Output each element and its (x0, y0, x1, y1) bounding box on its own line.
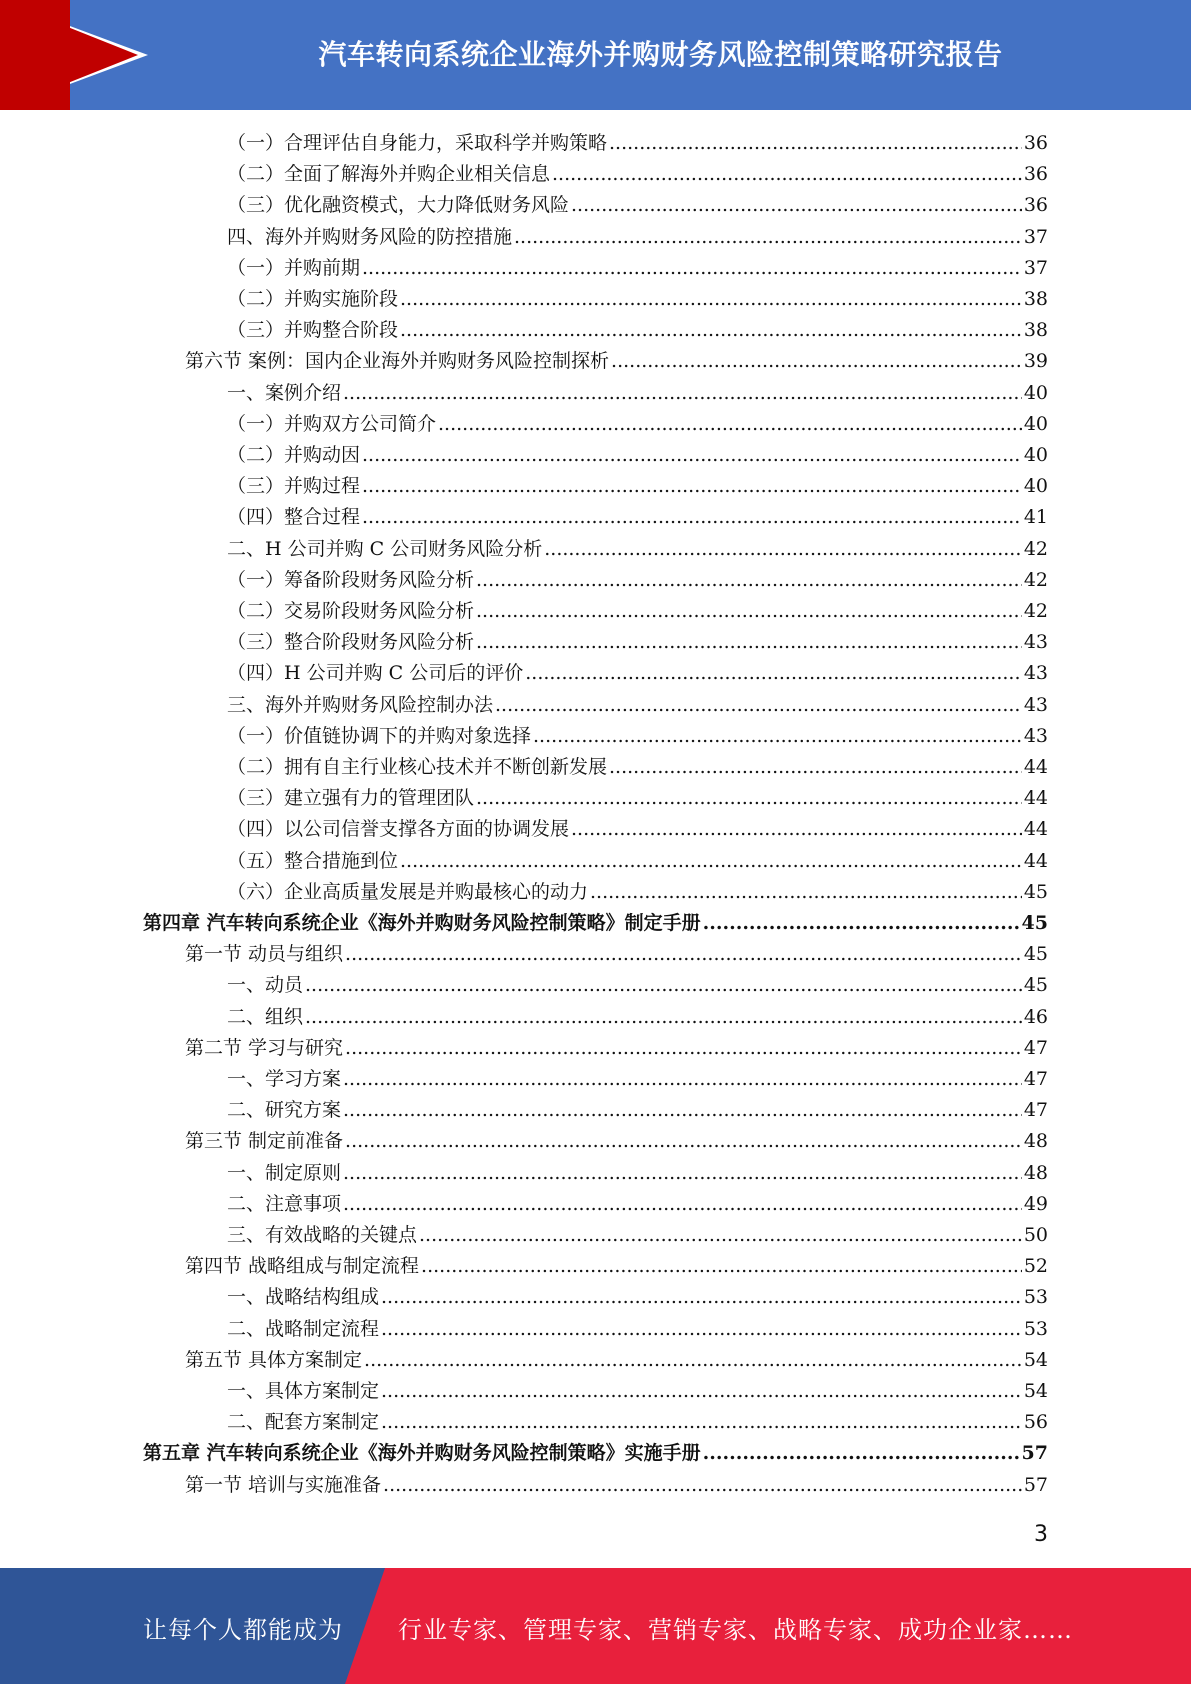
toc-entry-page: 40 (1023, 413, 1048, 435)
toc-entry[interactable] (227, 1158, 1048, 1189)
toc-entry-title: 一、案例介绍 (227, 382, 342, 404)
toc-entry-title: （一）筹备阶段财务风险分析 (227, 569, 475, 591)
toc-entry-page: 44 (1023, 818, 1048, 840)
toc-entry[interactable] (185, 939, 1048, 970)
toc-entry-title: 一、具体方案制定 (227, 1380, 380, 1402)
toc-entry-title: 一、战略结构组成 (227, 1286, 380, 1308)
toc-entry-page: 53 (1023, 1318, 1048, 1340)
toc-dot-leader (305, 970, 1022, 1001)
toc-entry[interactable] (227, 1407, 1048, 1438)
toc-entry-page: 50 (1023, 1224, 1048, 1246)
toc-entry-page: 40 (1023, 444, 1048, 466)
toc-entry-page: 36 (1023, 132, 1048, 154)
toc-entry-page: 48 (1023, 1130, 1048, 1152)
toc-entry[interactable] (185, 1470, 1048, 1501)
toc-entry-page: 44 (1023, 756, 1048, 778)
toc-entry-title: 一、动员 (227, 974, 304, 996)
toc-dot-leader (703, 908, 1020, 939)
toc-entry[interactable] (227, 565, 1048, 596)
toc-entry-page: 44 (1023, 787, 1048, 809)
toc-entry-title: （二）并购实施阶段 (227, 288, 399, 310)
toc-entry-title: 三、有效战略的关键点 (227, 1224, 418, 1246)
toc-entry[interactable] (227, 1314, 1048, 1345)
toc-entry[interactable] (227, 690, 1048, 721)
toc-entry[interactable] (227, 471, 1048, 502)
toc-dot-leader (400, 284, 1022, 315)
toc-dot-leader (525, 658, 1022, 689)
toc-entry[interactable] (227, 190, 1048, 221)
toc-entry-title: 第一节 培训与实施准备 (185, 1474, 382, 1496)
toc-entry[interactable] (227, 1220, 1048, 1251)
toc-entry-page: 37 (1023, 226, 1048, 248)
toc-entry[interactable] (227, 783, 1048, 814)
toc-dot-leader (364, 1345, 1022, 1376)
toc-dot-leader (400, 315, 1022, 346)
toc-dot-leader (383, 1470, 1022, 1501)
toc-dot-leader (438, 409, 1022, 440)
page-number: 3 (1034, 1522, 1048, 1547)
toc-entry-title: 第一节 动员与组织 (185, 943, 344, 965)
toc-dot-leader (533, 721, 1022, 752)
toc-entry-title: 第四章 汽车转向系统企业《海外并购财务风险控制策略》制定手册 (143, 912, 701, 934)
footer-slogan-left: 让每个人都能成为 (143, 1616, 343, 1644)
toc-entry-title: （三）并购整合阶段 (227, 319, 399, 341)
toc-entry[interactable] (227, 128, 1048, 159)
toc-entry-title: （六）企业高质量发展是并购最核心的动力 (227, 881, 589, 903)
toc-dot-leader (343, 1158, 1022, 1189)
toc-entry[interactable] (227, 222, 1048, 253)
toc-entry-page: 47 (1023, 1099, 1048, 1121)
toc-dot-leader (362, 471, 1022, 502)
toc-entry-title: 第二节 学习与研究 (185, 1037, 344, 1059)
toc-entry[interactable] (227, 752, 1048, 783)
toc-entry-page: 43 (1023, 725, 1048, 747)
toc-entry-title: 一、制定原则 (227, 1162, 342, 1184)
toc-entry[interactable] (227, 877, 1048, 908)
toc-entry[interactable] (227, 596, 1048, 627)
toc-entry-title: （三）并购过程 (227, 475, 361, 497)
toc-entry[interactable] (185, 1345, 1048, 1376)
toc-entry-page: 56 (1023, 1411, 1048, 1433)
toc-dot-leader (362, 253, 1022, 284)
toc-entry-title: （二）全面了解海外并购企业相关信息 (227, 163, 551, 185)
toc-entry-page: 45 (1023, 943, 1048, 965)
toc-entry[interactable] (227, 1189, 1048, 1220)
toc-entry-title: 一、学习方案 (227, 1068, 342, 1090)
toc-entry-title: 二、研究方案 (227, 1099, 342, 1121)
toc-entry[interactable] (227, 502, 1048, 533)
toc-dot-leader (421, 1251, 1022, 1282)
toc-entry-page: 44 (1023, 850, 1048, 872)
toc-entry-title: （二）并购动因 (227, 444, 361, 466)
toc-dot-leader (476, 783, 1022, 814)
toc-entry-title: 二、H 公司并购 C 公司财务风险分析 (227, 538, 543, 560)
toc-entry[interactable] (185, 1126, 1048, 1157)
toc-entry[interactable] (227, 658, 1048, 689)
toc-dot-leader (476, 596, 1022, 627)
toc-entry-page: 39 (1023, 350, 1048, 372)
toc-entry-page: 43 (1023, 694, 1048, 716)
toc-dot-leader (609, 752, 1022, 783)
toc-entry[interactable] (185, 1033, 1048, 1064)
toc-entry[interactable] (227, 1064, 1048, 1095)
footer-slogan-right: 行业专家、管理专家、营销专家、战略专家、成功企业家…… (398, 1616, 1073, 1644)
toc-entry-title: 第六节 案例：国内企业海外并购财务风险控制探析 (185, 350, 610, 372)
toc-entry-title: （四）以公司信誉支撑各方面的协调发展 (227, 818, 570, 840)
toc-entry-page: 53 (1023, 1286, 1048, 1308)
toc-entry-title: 第四节 战略组成与制定流程 (185, 1255, 420, 1277)
toc-entry-page: 41 (1023, 506, 1048, 528)
toc-entry[interactable] (227, 1376, 1048, 1407)
toc-dot-leader (381, 1314, 1022, 1345)
toc-entry[interactable] (227, 1002, 1048, 1033)
report-title: 汽车转向系统企业海外并购财务风险控制策略研究报告 (318, 38, 1003, 71)
toc-entry-title: 第五节 具体方案制定 (185, 1349, 363, 1371)
toc-entry-title: （四）H 公司并购 C 公司后的评价 (227, 662, 524, 684)
toc-dot-leader (552, 159, 1022, 190)
toc-entry-page: 45 (1023, 974, 1048, 996)
toc-entry-title: 二、注意事项 (227, 1193, 342, 1215)
toc-entry-title: （三）优化融资模式，大力降低财务风险 (227, 194, 570, 216)
toc-dot-leader (703, 1438, 1020, 1469)
toc-entry[interactable] (143, 1438, 1048, 1469)
toc-entry-page: 36 (1023, 163, 1048, 185)
toc-entry-title: （二）交易阶段财务风险分析 (227, 600, 475, 622)
page-header (0, 0, 1191, 110)
page-footer (0, 1568, 1191, 1684)
toc-dot-leader (495, 690, 1022, 721)
toc-dot-leader (381, 1407, 1022, 1438)
toc-entry-page: 54 (1023, 1380, 1048, 1402)
toc-entry-page: 52 (1023, 1255, 1048, 1277)
toc-entry-title: （一）合理评估自身能力，采取科学并购策略 (227, 132, 608, 154)
toc-dot-leader (305, 1002, 1022, 1033)
toc-entry-title: 三、海外并购财务风险控制办法 (227, 694, 494, 716)
toc-dot-leader (571, 814, 1022, 845)
toc-dot-leader (476, 565, 1022, 596)
toc-entry-title: 二、战略制定流程 (227, 1318, 380, 1340)
toc-dot-leader (362, 440, 1022, 471)
toc-entry-title: （一）并购前期 (227, 257, 361, 279)
toc-entry[interactable] (227, 284, 1048, 315)
toc-entry-page: 45 (1021, 912, 1048, 934)
toc-entry[interactable] (227, 1282, 1048, 1313)
toc-dot-leader (343, 1095, 1022, 1126)
toc-entry[interactable] (227, 627, 1048, 658)
toc-entry[interactable] (227, 814, 1048, 845)
toc-entry[interactable] (227, 721, 1048, 752)
toc-entry-title: 二、配套方案制定 (227, 1411, 380, 1433)
toc-entry-page: 37 (1023, 257, 1048, 279)
toc-entry-page: 46 (1023, 1006, 1048, 1028)
toc-entry-page: 38 (1023, 288, 1048, 310)
toc-dot-leader (590, 877, 1022, 908)
toc-entry-page: 45 (1023, 881, 1048, 903)
toc-entry-page: 42 (1023, 600, 1048, 622)
toc-entry-page: 49 (1023, 1193, 1048, 1215)
toc-entry-page: 57 (1021, 1442, 1048, 1464)
toc-entry-page: 43 (1023, 631, 1048, 653)
toc-entry-page: 54 (1023, 1349, 1048, 1371)
toc-entry[interactable] (185, 346, 1048, 377)
toc-entry[interactable] (185, 1251, 1048, 1282)
toc-dot-leader (345, 1033, 1022, 1064)
toc-entry-title: （一）价值链协调下的并购对象选择 (227, 725, 532, 747)
toc-entry[interactable] (227, 1095, 1048, 1126)
toc-entry[interactable] (227, 846, 1048, 877)
toc-entry-page: 40 (1023, 475, 1048, 497)
toc-dot-leader (381, 1376, 1022, 1407)
toc-entry[interactable] (227, 253, 1048, 284)
toc-dot-leader (476, 627, 1022, 658)
toc-dot-leader (514, 222, 1022, 253)
toc-entry-page: 48 (1023, 1162, 1048, 1184)
toc-dot-leader (343, 1189, 1022, 1220)
toc-dot-leader (544, 534, 1022, 565)
toc-entry-page: 38 (1023, 319, 1048, 341)
toc-entry-page: 47 (1023, 1037, 1048, 1059)
toc-entry-page: 47 (1023, 1068, 1048, 1090)
toc-entry-page: 42 (1023, 538, 1048, 560)
toc-dot-leader (343, 1064, 1022, 1095)
toc-dot-leader (343, 378, 1022, 409)
toc-entry-page: 43 (1023, 662, 1048, 684)
toc-entry-title: 四、海外并购财务风险的防控措施 (227, 226, 513, 248)
toc-dot-leader (400, 846, 1022, 877)
toc-entry-title: （四）整合过程 (227, 506, 361, 528)
toc-dot-leader (609, 128, 1022, 159)
toc-entry-title: 第五章 汽车转向系统企业《海外并购财务风险控制策略》实施手册 (143, 1442, 701, 1464)
toc-entry[interactable] (227, 970, 1048, 1001)
toc-dot-leader (345, 939, 1022, 970)
toc-entry-title: （二）拥有自主行业核心技术并不断创新发展 (227, 756, 608, 778)
toc-dot-leader (419, 1220, 1022, 1251)
toc-dot-leader (571, 190, 1022, 221)
toc-entry-title: （三）整合阶段财务风险分析 (227, 631, 475, 653)
toc-entry[interactable] (227, 159, 1048, 190)
toc-entry[interactable] (227, 409, 1048, 440)
toc-entry[interactable] (227, 534, 1048, 565)
toc-dot-leader (381, 1282, 1022, 1313)
toc-entry-title: （三）建立强有力的管理团队 (227, 787, 475, 809)
toc-entry-title: 第三节 制定前准备 (185, 1130, 344, 1152)
toc-entry[interactable] (143, 908, 1048, 939)
toc-entry[interactable] (227, 315, 1048, 346)
toc-entry[interactable] (227, 378, 1048, 409)
toc-entry-page: 36 (1023, 194, 1048, 216)
toc-entry-page: 42 (1023, 569, 1048, 591)
toc-dot-leader (345, 1126, 1022, 1157)
toc-entry-page: 57 (1023, 1474, 1048, 1496)
toc-entry-title: 二、组织 (227, 1006, 304, 1028)
header-red-arrow (0, 0, 138, 110)
toc-entry-page: 40 (1023, 382, 1048, 404)
toc-entry[interactable] (227, 440, 1048, 471)
toc-entry-title: （五）整合措施到位 (227, 850, 399, 872)
toc-entry-title: （一）并购双方公司简介 (227, 413, 437, 435)
toc-dot-leader (611, 346, 1022, 377)
toc-dot-leader (362, 502, 1022, 533)
